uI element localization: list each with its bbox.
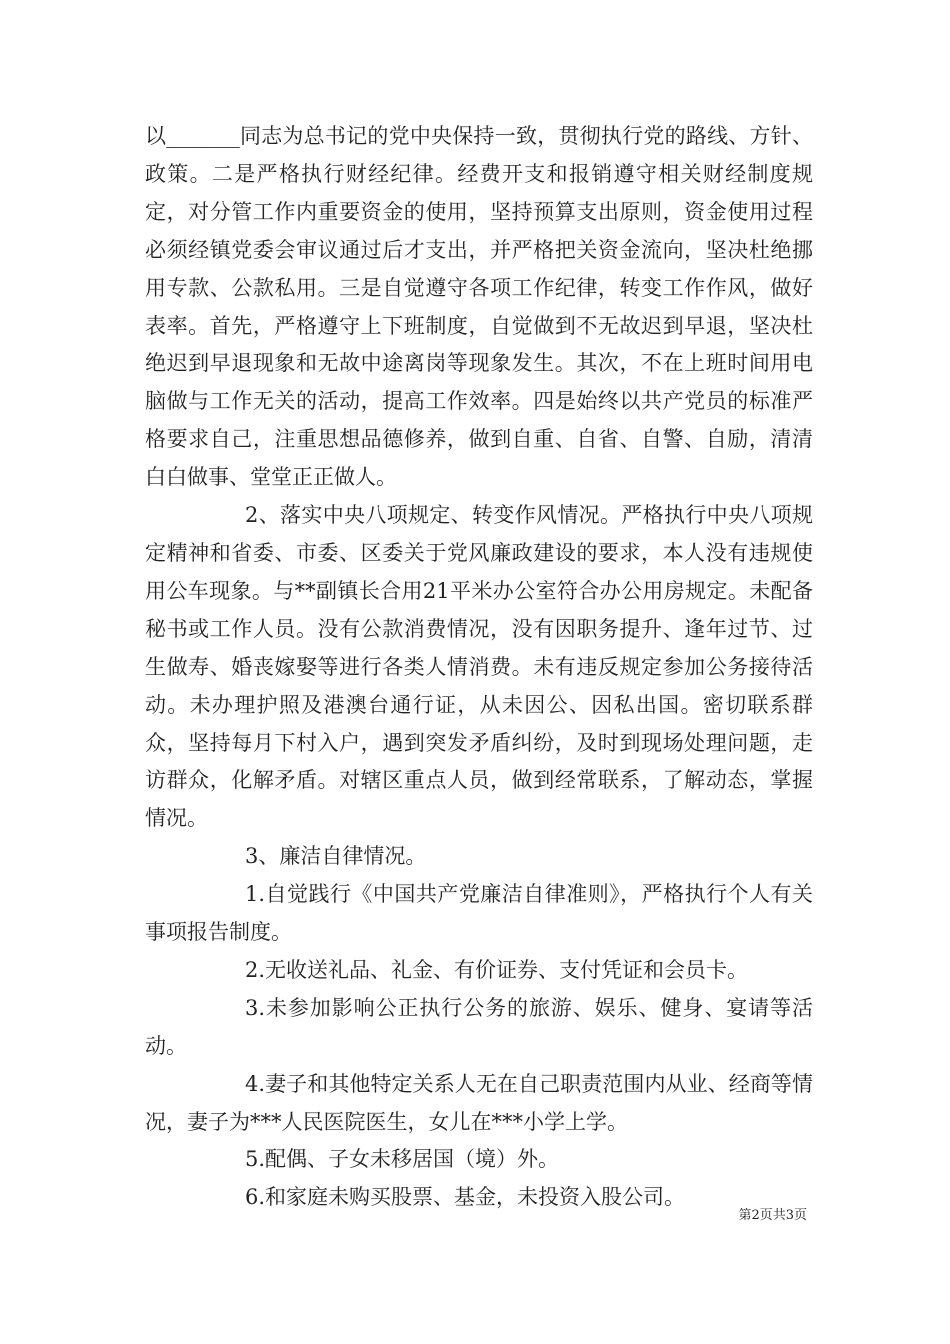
list-item-3: 3.未参加影响公正执行公务的旅游、娱乐、健身、宴请等活动。 bbox=[145, 995, 813, 1058]
paragraph-eight-rules: 2、落实中央八项规定、转变作风情况。严格执行中央八项规定精神和省委、市委、区委关于党风廉政建设的要求，本人没有违规使用公车现象。与**副镇长合用21平米办公室符合办公用房规定。未配备秘书或工作人员。没有公款消费情况，没有因职务提升、逢年过节、过生做寿、婚丧嫁娶等进行各类人情消费。未有违反规定参加公务接待活动。未办理护照及港澳台通行证，从未因公、因私出国。密切联系群众，坚持每月下村入户，遇到突发矛盾纠纷，及时到现场处理问题，走访群众，化解矛盾。对辖区重点人员，做到经常联系，了解动态，掌握情况。 bbox=[145, 503, 813, 831]
document-body bbox=[145, 118, 813, 1217]
list-item-5: 5.配偶、子女未移居国（境）外。 bbox=[245, 1147, 560, 1172]
paragraph-integrity-heading: 3、廉洁自律情况。 bbox=[245, 844, 427, 869]
page-number-footer: 第2页共3页 bbox=[738, 1208, 807, 1223]
list-item-1: 1.自觉践行《中国共产党廉洁自律准则》，严格执行个人有关事项报告制度。 bbox=[145, 882, 813, 945]
list-item-6: 6.和家庭未购买股票、基金，未投资入股公司。 bbox=[245, 1185, 686, 1210]
list-item-4: 4.妻子和其他特定关系人无在自己职责范围内从业、经商等情况，妻子为***人民医院医生，女儿在***小学上学。 bbox=[145, 1071, 813, 1134]
list-item-2: 2.无收送礼品、礼金、有价证券、支付凭证和会员卡。 bbox=[245, 957, 749, 982]
paragraph-discipline: 以_______同志为总书记的党中央保持一致，贯彻执行党的路线、方针、政策。二是严格执行财经纪律。经费开支和报销遵守相关财经制度规定，对分管工作内重要资金的使用，坚持预算支出原则，资金使用过程必须经镇党委会审议通过后才支出，并严格把关资金流向，坚决杜绝挪用专款、公款私用。三是自觉遵守各项工作纪律，转变工作作风，做好表率。首先，严格遵守上下班制度，自觉做到不无故迟到早退，坚决杜绝迟到早退现象和无故中途离岗等现象发生。其次，不在上班时间用电脑做与工作无关的活动，提高工作效率。四是始终以共产党员的标准严格要求自己，注重思想品德修养，做到自重、自省、自警、自励，清清白白做事、堂堂正正做人。 bbox=[145, 124, 813, 490]
